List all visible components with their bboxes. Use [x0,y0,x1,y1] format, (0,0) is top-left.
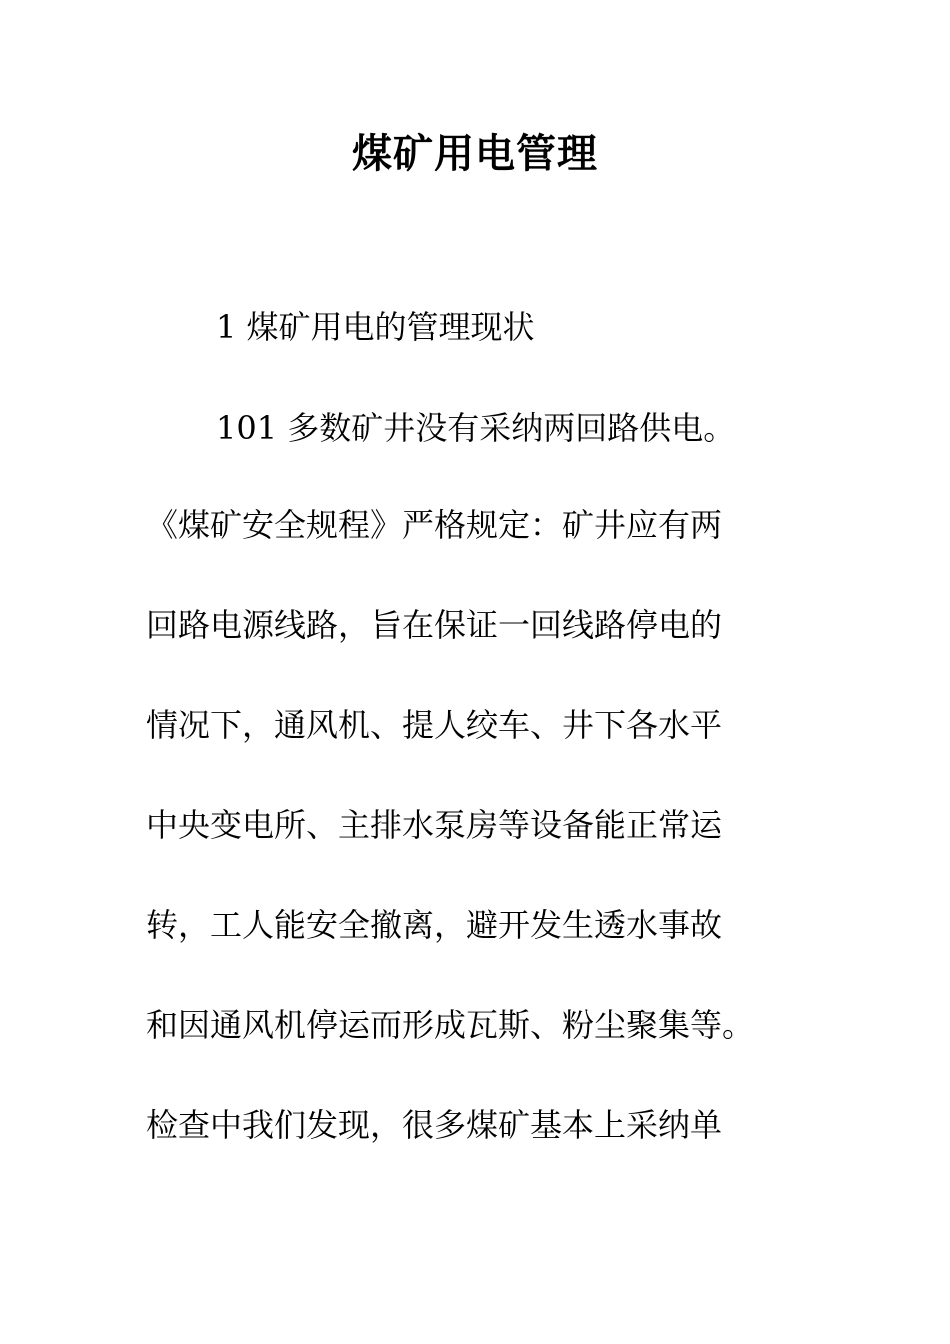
section-heading: 1 煤矿用电的管理现状 [216,308,535,346]
body-line-6: 和因通风机停运而形成瓦斯、粉尘聚集等。 [146,1006,755,1044]
body-line-2: 回路电源线路，旨在保证一回线路停电的 [146,606,723,644]
body-line-1: 《煤矿安全规程》严格规定：矿井应有两 [146,506,723,544]
body-line-4: 中央变电所、主排水泵房等设备能正常运 [146,806,723,844]
body-line-7: 检查中我们发现，很多煤矿基本上采纳单 [146,1106,723,1144]
body-line-5: 转，工人能安全撤离，避开发生透水事故 [146,906,723,944]
body-line-3: 情况下，通风机、提人绞车、井下各水平 [146,706,723,744]
document-title: 煤矿用电管理 [352,130,598,177]
subsection-heading: 101 多数矿井没有采纳两回路供电。 [216,409,736,447]
